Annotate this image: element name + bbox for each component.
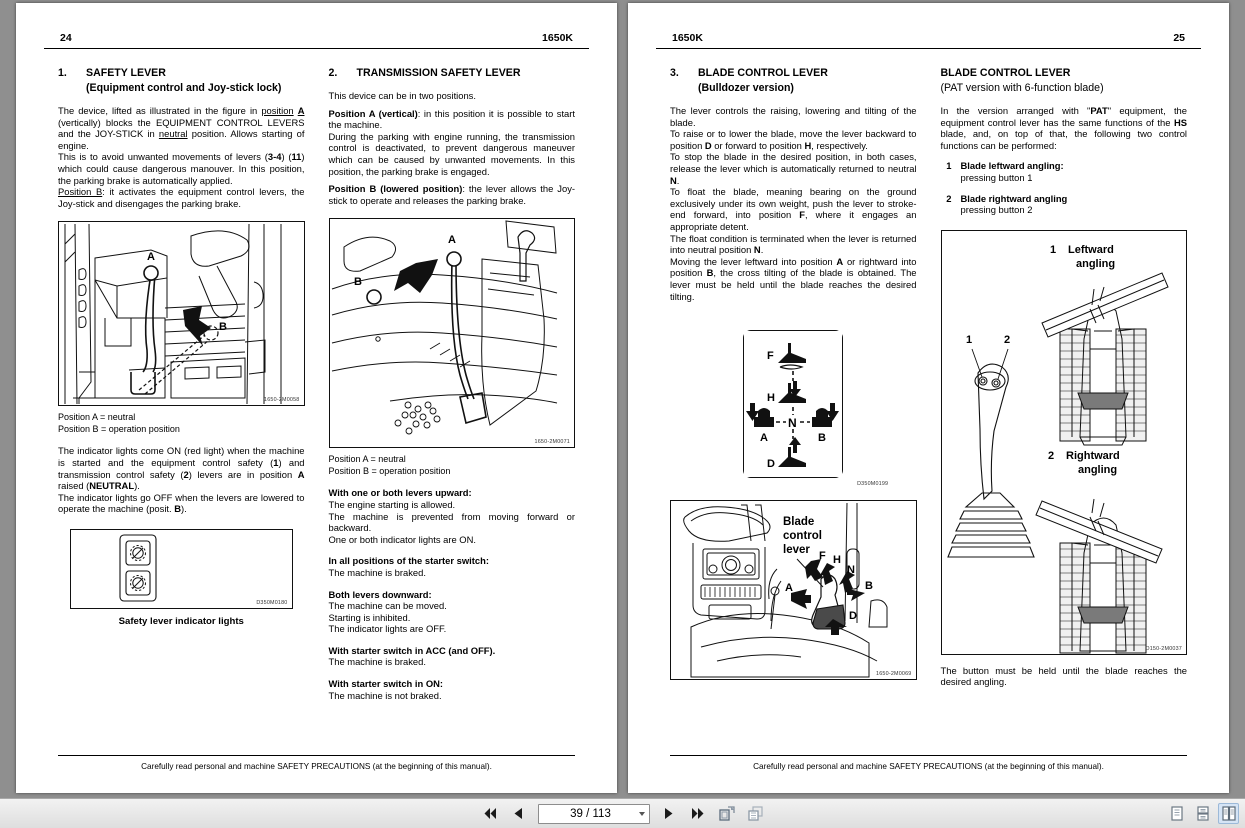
- model-name-left: 1650K: [542, 32, 573, 44]
- safety-lever-cab-drawing: [59, 222, 288, 405]
- page-footer-left: Carefully read personal and machine SAFETY PRECAUTIONS (at the beginning of this manual).: [58, 755, 575, 771]
- paragraph-position-b-lowered: Position B (lowered position): the lever allows the Joy-stick to operate and releases the parking brake.: [328, 183, 575, 206]
- paragraph-indicator-lights-off: The indicator lights go OFF when the levers are lowered to operate the machine (posit. B).: [58, 491, 305, 515]
- figure-code: D350M0199: [857, 481, 889, 488]
- pattern-label-b: B: [818, 432, 827, 445]
- paragraph-float-terminated: The float condition is terminated when the lever is returned into neutral position N.: [670, 232, 917, 256]
- heading-all-starter-positions: In all positions of the starter switch:: [328, 555, 489, 567]
- caption-position-a: Position A = neutral: [58, 412, 136, 423]
- previous-page-icon: [513, 807, 524, 820]
- right-page-column-1: [670, 67, 917, 688]
- cab-label-line1: Blade: [783, 516, 815, 529]
- left-page-column-2: [329, 67, 576, 701]
- pattern-label-h: H: [767, 392, 776, 405]
- figure-label-b: B: [219, 321, 227, 334]
- paragraph-stop-blade: To stop the blade in the desired position, in both cases, release the lever which is automatically returned to neutral N.: [670, 151, 917, 186]
- figure-blade-control-pattern: [743, 330, 889, 488]
- first-page-button[interactable]: [480, 804, 500, 824]
- lever-pivot-a: [144, 266, 158, 280]
- figure-indicator-lights: [70, 529, 293, 609]
- figure-safety-lever-cab: [58, 221, 305, 406]
- paragraph-unwanted-movements: This is to avoid unwanted movements of levers (3-4) (11) which could cause dangerous manouver. In this position, the parking brake is automatically applied.: [58, 151, 305, 186]
- section-heading-transmission-safety-lever: 2. TRANSMISSION SAFETY LEVER: [328, 67, 521, 79]
- model-name-right: 1650K: [672, 32, 703, 44]
- paragraph-device-lifted: The device, lifted as illustrated in the figure in position A (vertically) blocks the EQUIPMENT CONTROL LEVERS and the JOY-STICK in neutral position. Allows starting of engine.: [58, 105, 305, 151]
- paragraph-lever-controls: The lever controls the raising, lowering and tilting of the blade.: [670, 105, 917, 128]
- section-heading-blade-control-lever-pat: BLADE CONTROL LEVER: [940, 67, 1071, 79]
- text-engine-starting-allowed: The engine starting is allowed.: [328, 498, 456, 510]
- last-page-icon: [691, 807, 705, 820]
- paragraph-position-b: Position B: it activates the equipment control levers, the Joy-stick and disengages the parking brake.: [58, 186, 305, 209]
- cab-mark-b: B: [865, 580, 873, 593]
- previous-page-button[interactable]: [509, 804, 529, 824]
- pat-function-list: [941, 160, 1188, 215]
- paragraph-position-a: Position A (vertical): in this position it is possible to start the machine.: [328, 107, 575, 131]
- lever-button-label-1: 1: [965, 333, 972, 346]
- text-prevented-moving: The machine is prevented from moving forward or backward.: [328, 510, 575, 534]
- remove-bookmark-button[interactable]: [746, 804, 766, 824]
- text-machine-not-braked: The machine is not braked.: [328, 689, 442, 701]
- toolbar-navigation-group: [0, 804, 1245, 824]
- list-item: 2 Blade rightward angling pressing button 2: [946, 192, 1068, 216]
- view-continuous-button[interactable]: [1192, 803, 1213, 824]
- blade-lever-cab-drawing: [671, 501, 900, 679]
- viewer-toolbar: [0, 798, 1245, 828]
- remove-bookmark-icon: [748, 806, 764, 821]
- single-page-icon: [1170, 806, 1184, 821]
- heading-both-levers-downward: Both levers downward:: [328, 588, 432, 600]
- left-page-column-1: [58, 67, 305, 701]
- list-item-head: Blade leftward angling:: [960, 160, 1064, 172]
- lever-pivot-a: [447, 252, 461, 266]
- angling-label-1-number: 1: [1049, 243, 1056, 256]
- section-subtitle-safety-lever: (Equipment control and Joy-stick lock): [86, 82, 282, 94]
- caption-position-b: Position B = operation position: [58, 424, 180, 435]
- paragraph-two-positions: This device can be in two positions.: [328, 90, 476, 101]
- lever-pivot-b: [367, 290, 381, 304]
- figure-label-a: A: [147, 251, 155, 264]
- cab-mark-d: D: [849, 610, 857, 623]
- paragraph-parking-engine-running: During the parking with engine running, the transmission control is deactivated, to prevent dangerous maneuver which can be caused by unwanted movements. In this position, the parking brake is engaged.: [328, 130, 575, 177]
- page-number-right: 25: [1173, 32, 1185, 44]
- pat-angling-drawing: [942, 231, 1171, 654]
- figure-code: 1650-2M0058: [264, 397, 300, 404]
- page-left: [16, 3, 617, 793]
- chevron-down-icon[interactable]: [639, 812, 645, 816]
- angling-label-1-line1: Leftward: [1067, 243, 1114, 256]
- list-item-head: Blade rightward angling: [960, 192, 1068, 204]
- cab-label-line2: control: [783, 530, 822, 543]
- cab-mark-f: F: [819, 550, 826, 563]
- view-two-page-button[interactable]: [1218, 803, 1239, 824]
- page-footer-right: Carefully read personal and machine SAFETY PRECAUTIONS (at the beginning of this manual).: [670, 755, 1187, 771]
- paragraph-cross-tilting: Moving the lever leftward into position A or rightward into position B, the cross tilting of the blade is obtained. The lever must be held until the blade reaches the desired tilting.: [670, 255, 917, 302]
- angling-label-1-line2: angling: [1075, 257, 1115, 270]
- section-subtitle-bulldozer-version: (Bulldozer version): [698, 82, 794, 94]
- transmission-lever-drawing: [330, 219, 559, 447]
- heading-levers-upward: With one or both levers upward:: [328, 487, 472, 499]
- page-header-left: [44, 21, 589, 49]
- cab-mark-a: A: [785, 582, 793, 595]
- figure-code: D150-2M0037: [1145, 645, 1182, 652]
- text-machine-braked-2: The machine is braked.: [328, 656, 426, 668]
- paragraph-float-blade: To float the blade, meaning bearing on the ground exclusively under its own weight, push the lever to stroke-end forward, into position F, where it engages an appropriate detent.: [670, 186, 917, 232]
- text-indicator-lights-off: The indicator lights are OFF.: [328, 623, 447, 635]
- figure-transmission-lever-cab: [329, 218, 576, 448]
- blade-pattern-diagram: [744, 331, 842, 477]
- figure-pat-angling: [941, 230, 1188, 655]
- angling-label-2-line1: Rightward: [1065, 449, 1120, 462]
- paragraph-button-held: The button must be held until the blade reaches the desired angling.: [940, 664, 1187, 688]
- figure-position-captions: [329, 453, 576, 477]
- section-subtitle-pat-version: (PAT version with 6-function blade): [940, 82, 1104, 94]
- figure-label-b: B: [353, 276, 362, 289]
- heading-starter-on: With starter switch in ON:: [328, 678, 444, 690]
- text-machine-can-move: The machine can be moved.: [328, 600, 447, 612]
- page-number-left: 24: [60, 32, 72, 44]
- section-heading-safety-lever: 1. SAFETY LEVER: [58, 67, 166, 79]
- list-item: 1 Blade leftward angling: pressing button 1: [946, 160, 1064, 183]
- last-page-button[interactable]: [688, 804, 708, 824]
- text-starting-inhibited: Starting is inhibited.: [328, 611, 411, 623]
- lever-button-label-2: 2: [1003, 333, 1010, 346]
- page-number-value: 39 / 113: [570, 807, 611, 820]
- caption-position-a: Position A = neutral: [328, 454, 406, 465]
- figure-position-captions: [58, 411, 305, 435]
- list-item-text: pressing button 1: [960, 171, 1033, 183]
- pattern-label-a: A: [760, 432, 769, 445]
- paragraph-raise-lower: To raise or to lower the blade, move the lever backward to position D or forward to position H, respectively.: [670, 128, 917, 151]
- next-page-icon: [663, 807, 674, 820]
- next-page-button[interactable]: [659, 804, 679, 824]
- first-page-icon: [483, 807, 497, 820]
- pattern-label-f: F: [767, 350, 774, 363]
- page-right: [628, 3, 1229, 793]
- view-single-page-button[interactable]: [1166, 803, 1187, 824]
- figure-blade-lever-cab: [670, 500, 917, 680]
- angling-label-2-line2: angling: [1077, 463, 1117, 476]
- continuous-page-icon: [1196, 806, 1210, 821]
- page-number-field[interactable]: [538, 804, 650, 824]
- cab-label-line3: lever: [783, 544, 810, 557]
- paragraph-pat-equipment: In the version arranged with "PAT" equipment, the equipment control lever has the same functions of the HS blade, and, on top of that, the following two control functions can be performed:: [940, 105, 1187, 151]
- pattern-label-d: D: [767, 458, 776, 471]
- cab-mark-h: H: [833, 554, 841, 567]
- caption-position-b: Position B = operation position: [328, 466, 451, 477]
- cab-mark-n: N: [847, 564, 855, 577]
- text-machine-braked-1: The machine is braked.: [328, 566, 426, 578]
- figure-code: D350M0180: [256, 599, 288, 606]
- figure-label-a: A: [447, 234, 456, 247]
- paragraph-indicator-lights-on: The indicator lights come ON (red light) when the machine is started and the equipment control safety (1) and transmission control safety (2) levers are in position A raised (NEUTRAL).: [58, 445, 305, 492]
- add-bookmark-icon: [719, 806, 735, 821]
- indicator-lights-drawing: [71, 530, 204, 608]
- figure-code: 1650-2M0069: [876, 671, 912, 678]
- angling-label-2-number: 2: [1047, 449, 1054, 462]
- list-item-text: pressing button 2: [960, 204, 1033, 216]
- pattern-label-n: N: [788, 416, 797, 431]
- section-heading-blade-control-lever: 3. BLADE CONTROL LEVER: [670, 67, 828, 79]
- two-page-icon: [1222, 806, 1236, 821]
- heading-starter-acc: With starter switch in ACC (and OFF).: [328, 644, 496, 656]
- right-page-column-2: [941, 67, 1188, 688]
- text-indicator-lights-on: One or both indicator lights are ON.: [328, 533, 476, 545]
- figure-code: 1650-2M0071: [534, 439, 570, 446]
- figure-caption-indicator-lights: Safety lever indicator lights: [118, 615, 244, 627]
- toolbar-view-modes: [1166, 803, 1239, 824]
- add-bookmark-button[interactable]: [717, 804, 737, 824]
- page-header-right: [656, 21, 1201, 49]
